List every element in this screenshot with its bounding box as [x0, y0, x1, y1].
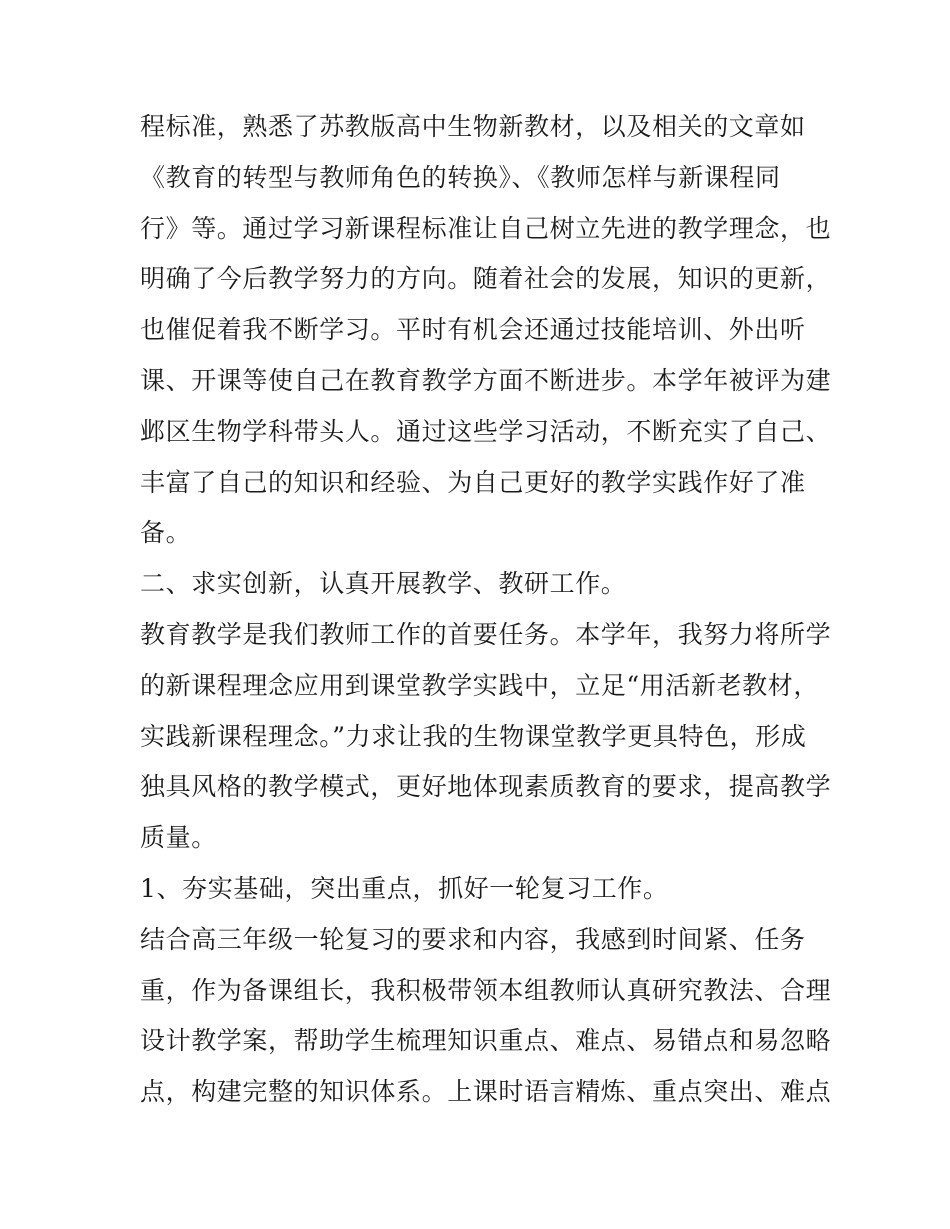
text-line: 实践新课程理念。”力求让我的生物课堂教学更具特色，形成	[140, 721, 807, 751]
text-line: 点，构建完整的知识体系。上课时语言精炼、重点突出、难点	[140, 1077, 832, 1107]
text-line: 独具风格的教学模式，更好地体现素质教育的要求，提高教学	[140, 772, 832, 802]
text-line: 程标准，熟悉了苏教版高中生物新教材，以及相关的文章如	[140, 112, 806, 141]
text-line: 的新课程理念应用到课堂教学实践中，立足“用活新老教材，	[140, 670, 819, 700]
text-line: 行》等。通过学习新课程标准让自己树立先进的教学理念，也	[140, 213, 832, 243]
text-line: 邺区生物学科带头人。通过这些学习活动，不断充实了自己、	[140, 416, 832, 446]
text-line: 《教育的转型与教师角色的转换》、《教师怎样与新课程同	[140, 162, 781, 192]
text-line: 课、开课等使自己在教育教学方面不断进步。本学年被评为建	[140, 365, 832, 395]
text-line: 丰富了自己的知识和经验、为自己更好的教学实践作好了准	[140, 467, 806, 497]
text-line: 备。	[140, 518, 192, 548]
text-line: 设计教学案，帮助学生梳理知识重点、难点、易错点和易忽略	[140, 1026, 832, 1056]
text-line: 也催促着我不断学习。平时有机会还通过技能培训、外出听	[140, 315, 806, 345]
document-body	[140, 102, 832, 1118]
text-line: 重，作为备课组长，我积极带领本组教师认真研究教法、合理	[140, 975, 832, 1005]
text-line: 教育教学是我们教师工作的首要任务。本学年，我努力将所学	[140, 619, 832, 649]
text-line: 结合高三年级一轮复习的要求和内容，我感到时间紧、任务	[140, 924, 806, 954]
text-line: 质量。	[140, 823, 217, 853]
section-heading: 二、求实创新，认真开展教学、教研工作。	[140, 569, 627, 599]
subsection-heading: 1、夯实基础，突出重点，抓好一轮复习工作。	[140, 873, 669, 903]
text-line: 明确了今后教学努力的方向。随着社会的发展，知识的更新，	[140, 264, 832, 294]
